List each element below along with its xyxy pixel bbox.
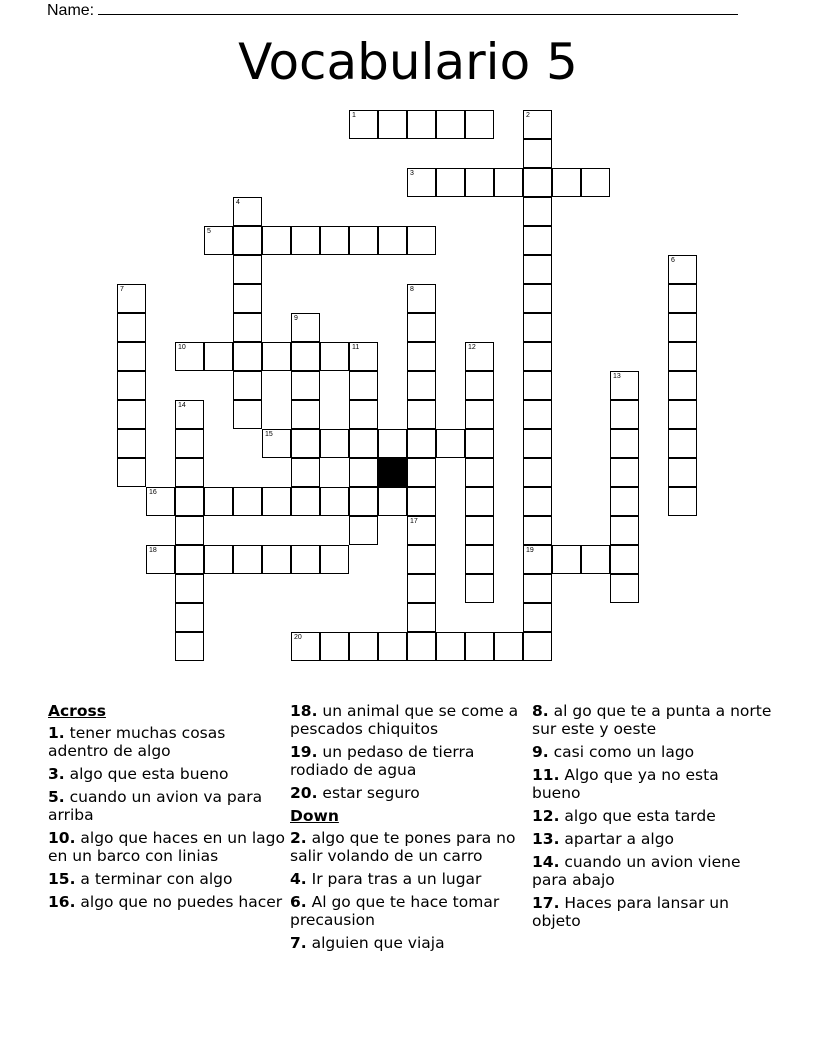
- cell-number: 1: [352, 112, 356, 119]
- grid-cell[interactable]: [523, 603, 552, 632]
- name-line[interactable]: [98, 0, 738, 15]
- grid-cell[interactable]: [465, 168, 494, 197]
- cell-number: 5: [207, 228, 211, 235]
- grid-cell[interactable]: [349, 516, 378, 545]
- grid-cell[interactable]: [233, 371, 262, 400]
- grid-cell[interactable]: [378, 487, 407, 516]
- grid-cell[interactable]: [407, 110, 436, 139]
- cell-number: 18: [149, 547, 157, 554]
- grid-cell[interactable]: [407, 400, 436, 429]
- grid-cell[interactable]: [436, 110, 465, 139]
- grid-cell[interactable]: [349, 429, 378, 458]
- clue-down-8: 8. al go que te a punta a norte sur este y oeste: [532, 702, 772, 738]
- clue-across-20: 20. estar seguro: [290, 784, 420, 802]
- grid-cell[interactable]: [407, 429, 436, 458]
- grid-cell[interactable]: [291, 429, 320, 458]
- grid-cell[interactable]: [117, 371, 146, 400]
- grid-cell[interactable]: [523, 574, 552, 603]
- cell-number: 19: [526, 547, 534, 554]
- page-title: Vocabulario 5: [238, 33, 578, 91]
- grid-cell[interactable]: [407, 226, 436, 255]
- cell-number: 17: [410, 518, 418, 525]
- clue-across-18: 18. un animal que se come a pescados chiquitos: [290, 702, 519, 738]
- clue-down-7: 7. alguien que viaja: [290, 934, 445, 952]
- grid-cell[interactable]: [117, 458, 146, 487]
- grid-cell[interactable]: [349, 400, 378, 429]
- grid-cell[interactable]: [523, 313, 552, 342]
- grid-cell[interactable]: [552, 545, 581, 574]
- clue-down-4: 4. Ir para tras a un lugar: [290, 870, 482, 888]
- grid-cell[interactable]: [465, 400, 494, 429]
- grid-cell[interactable]: [465, 429, 494, 458]
- clue-down-14: 14. cuando un avion viene para abajo: [532, 853, 741, 889]
- cell-number: 3: [410, 170, 414, 177]
- cell-number: 14: [178, 402, 186, 409]
- clue-down-17: 17. Haces para lansar un objeto: [532, 894, 729, 930]
- grid-cell[interactable]: [610, 516, 639, 545]
- grid-cell[interactable]: [117, 313, 146, 342]
- clue-down-6: 6. Al go que te hace tomar precausion: [290, 893, 500, 929]
- grid-cell[interactable]: [349, 342, 378, 371]
- grid-cell[interactable]: [378, 632, 407, 661]
- cell-number: 4: [236, 199, 240, 206]
- clue-down-11: 11. Algo que ya no esta bueno: [532, 766, 719, 802]
- grid-cell[interactable]: [291, 458, 320, 487]
- grid-cell[interactable]: [349, 487, 378, 516]
- down-heading: Down: [290, 807, 339, 825]
- grid-cell[interactable]: [204, 226, 233, 255]
- grid-cell[interactable]: [320, 429, 349, 458]
- grid-cell[interactable]: [204, 545, 233, 574]
- grid-cell[interactable]: [407, 342, 436, 371]
- cell-number: 7: [120, 286, 124, 293]
- grid-cell[interactable]: [465, 458, 494, 487]
- clue-across-15: 15. a terminar con algo: [48, 870, 233, 888]
- cell-number: 2: [526, 112, 530, 119]
- grid-cell[interactable]: [407, 545, 436, 574]
- grid-cell[interactable]: [262, 342, 291, 371]
- clue-column-3: [532, 702, 772, 935]
- grid-cell[interactable]: [581, 545, 610, 574]
- grid-cell[interactable]: [523, 139, 552, 168]
- clue-down-9: 9. casi como un lago: [532, 743, 695, 761]
- clue-across-1: 1. tener muchas cosas adentro de algo: [48, 724, 226, 760]
- grid-cell[interactable]: [407, 603, 436, 632]
- grid-cell[interactable]: [465, 110, 494, 139]
- grid-cell[interactable]: [523, 284, 552, 313]
- grid-cell[interactable]: [233, 226, 262, 255]
- grid-cell[interactable]: [610, 458, 639, 487]
- clue-across-16: 16. algo que no puedes hacer: [48, 893, 283, 911]
- grid-cell[interactable]: [465, 632, 494, 661]
- grid-cell[interactable]: [668, 487, 697, 516]
- grid-cell[interactable]: [233, 400, 262, 429]
- clue-column-1: [48, 702, 288, 916]
- grid-cell[interactable]: [407, 487, 436, 516]
- grid-cell[interactable]: [610, 545, 639, 574]
- grid-cell[interactable]: [291, 632, 320, 661]
- grid-cell[interactable]: [117, 284, 146, 313]
- grid-cell[interactable]: [465, 545, 494, 574]
- grid-cell[interactable]: [320, 487, 349, 516]
- grid-cell[interactable]: [436, 429, 465, 458]
- grid-cell[interactable]: [523, 487, 552, 516]
- black-square: [378, 458, 407, 487]
- grid-cell[interactable]: [175, 458, 204, 487]
- grid-cell[interactable]: [523, 458, 552, 487]
- grid-cell[interactable]: [407, 458, 436, 487]
- grid-cell[interactable]: [349, 458, 378, 487]
- grid-cell[interactable]: [581, 168, 610, 197]
- grid-cell[interactable]: [668, 313, 697, 342]
- grid-cell[interactable]: [233, 487, 262, 516]
- clue-column-2: [290, 702, 530, 957]
- grid-cell[interactable]: [668, 458, 697, 487]
- clue-down-2: 2. algo que te pones para no salir volando de un carro: [290, 829, 516, 865]
- grid-cell[interactable]: [117, 429, 146, 458]
- grid-cell[interactable]: [262, 226, 291, 255]
- cell-number: 11: [352, 344, 360, 351]
- grid-cell[interactable]: [407, 313, 436, 342]
- grid-cell[interactable]: [146, 487, 175, 516]
- grid-cell[interactable]: [349, 226, 378, 255]
- grid-cell[interactable]: [262, 429, 291, 458]
- cell-number: 8: [410, 286, 414, 293]
- grid-cell[interactable]: [523, 545, 552, 574]
- grid-cell[interactable]: [378, 429, 407, 458]
- cell-number: 15: [265, 431, 273, 438]
- grid-cell[interactable]: [233, 342, 262, 371]
- grid-cell[interactable]: [407, 371, 436, 400]
- grid-cell[interactable]: [233, 284, 262, 313]
- grid-cell[interactable]: [407, 168, 436, 197]
- grid-cell[interactable]: [175, 545, 204, 574]
- grid-cell[interactable]: [523, 197, 552, 226]
- grid-cell[interactable]: [668, 284, 697, 313]
- grid-cell[interactable]: [610, 487, 639, 516]
- grid-cell[interactable]: [291, 487, 320, 516]
- cell-number: 6: [671, 257, 675, 264]
- grid-cell[interactable]: [407, 516, 436, 545]
- grid-cell[interactable]: [291, 400, 320, 429]
- grid-cell[interactable]: [465, 342, 494, 371]
- grid-cell[interactable]: [610, 429, 639, 458]
- grid-cell[interactable]: [117, 400, 146, 429]
- grid-cell[interactable]: [291, 226, 320, 255]
- clue-across-3: 3. algo que esta bueno: [48, 765, 229, 783]
- grid-cell[interactable]: [668, 429, 697, 458]
- grid-cell[interactable]: [175, 487, 204, 516]
- grid-cell[interactable]: [465, 487, 494, 516]
- name-field: [47, 0, 738, 20]
- clue-down-13: 13. apartar a algo: [532, 830, 675, 848]
- grid-cell[interactable]: [610, 400, 639, 429]
- grid-cell[interactable]: [523, 168, 552, 197]
- grid-cell[interactable]: [233, 313, 262, 342]
- grid-cell[interactable]: [378, 110, 407, 139]
- grid-cell[interactable]: [175, 342, 204, 371]
- grid-cell[interactable]: [175, 574, 204, 603]
- grid-cell[interactable]: [349, 632, 378, 661]
- grid-cell[interactable]: [523, 371, 552, 400]
- cell-number: 16: [149, 489, 157, 496]
- grid-cell[interactable]: [494, 168, 523, 197]
- grid-cell[interactable]: [523, 110, 552, 139]
- cell-number: 10: [178, 344, 186, 351]
- grid-cell[interactable]: [668, 255, 697, 284]
- grid-cell[interactable]: [523, 342, 552, 371]
- grid-cell[interactable]: [233, 197, 262, 226]
- across-heading: Across: [48, 702, 106, 720]
- grid-cell[interactable]: [175, 516, 204, 545]
- clue-down-12: 12. algo que esta tarde: [532, 807, 716, 825]
- grid-cell[interactable]: [117, 342, 146, 371]
- clue-across-5: 5. cuando un avion va para arriba: [48, 788, 263, 824]
- grid-cell[interactable]: [291, 342, 320, 371]
- grid-cell[interactable]: [436, 632, 465, 661]
- grid-cell[interactable]: [523, 516, 552, 545]
- grid-cell[interactable]: [320, 545, 349, 574]
- grid-cell[interactable]: [494, 632, 523, 661]
- grid-cell[interactable]: [204, 342, 233, 371]
- grid-cell[interactable]: [175, 603, 204, 632]
- grid-cell[interactable]: [349, 110, 378, 139]
- grid-cell[interactable]: [146, 545, 175, 574]
- grid-cell[interactable]: [233, 255, 262, 284]
- grid-cell[interactable]: [320, 342, 349, 371]
- grid-cell[interactable]: [407, 632, 436, 661]
- grid-cell[interactable]: [523, 429, 552, 458]
- grid-cell[interactable]: [320, 632, 349, 661]
- grid-cell[interactable]: [523, 226, 552, 255]
- cell-number: 9: [294, 315, 298, 322]
- grid-cell[interactable]: [349, 371, 378, 400]
- grid-cell[interactable]: [436, 168, 465, 197]
- grid-cell[interactable]: [668, 400, 697, 429]
- grid-cell[interactable]: [668, 371, 697, 400]
- grid-cell[interactable]: [233, 545, 262, 574]
- grid-cell[interactable]: [407, 284, 436, 313]
- grid-cell[interactable]: [407, 574, 436, 603]
- name-label: Name:: [47, 2, 95, 19]
- grid-cell[interactable]: [291, 371, 320, 400]
- grid-cell[interactable]: [262, 487, 291, 516]
- grid-cell[interactable]: [378, 226, 407, 255]
- grid-cell[interactable]: [465, 371, 494, 400]
- grid-cell[interactable]: [610, 371, 639, 400]
- grid-cell[interactable]: [523, 255, 552, 284]
- grid-cell[interactable]: [262, 545, 291, 574]
- clue-across-10: 10. algo que haces en un lago en un barco con linias: [48, 829, 285, 865]
- grid-cell[interactable]: [668, 342, 697, 371]
- clue-across-19: 19. un pedaso de tierra rodiado de agua: [290, 743, 475, 779]
- cell-number: 13: [613, 373, 621, 380]
- grid-cell[interactable]: [175, 632, 204, 661]
- grid-cell[interactable]: [523, 400, 552, 429]
- grid-cell[interactable]: [204, 487, 233, 516]
- cell-number: 20: [294, 634, 302, 641]
- grid-cell[interactable]: [465, 516, 494, 545]
- grid-cell[interactable]: [291, 545, 320, 574]
- grid-cell[interactable]: [523, 632, 552, 661]
- grid-cell[interactable]: [291, 313, 320, 342]
- grid-cell[interactable]: [465, 574, 494, 603]
- cell-number: 12: [468, 344, 476, 351]
- grid-cell[interactable]: [175, 400, 204, 429]
- grid-cell[interactable]: [610, 574, 639, 603]
- grid-cell[interactable]: [552, 168, 581, 197]
- grid-cell[interactable]: [175, 429, 204, 458]
- grid-cell[interactable]: [320, 226, 349, 255]
